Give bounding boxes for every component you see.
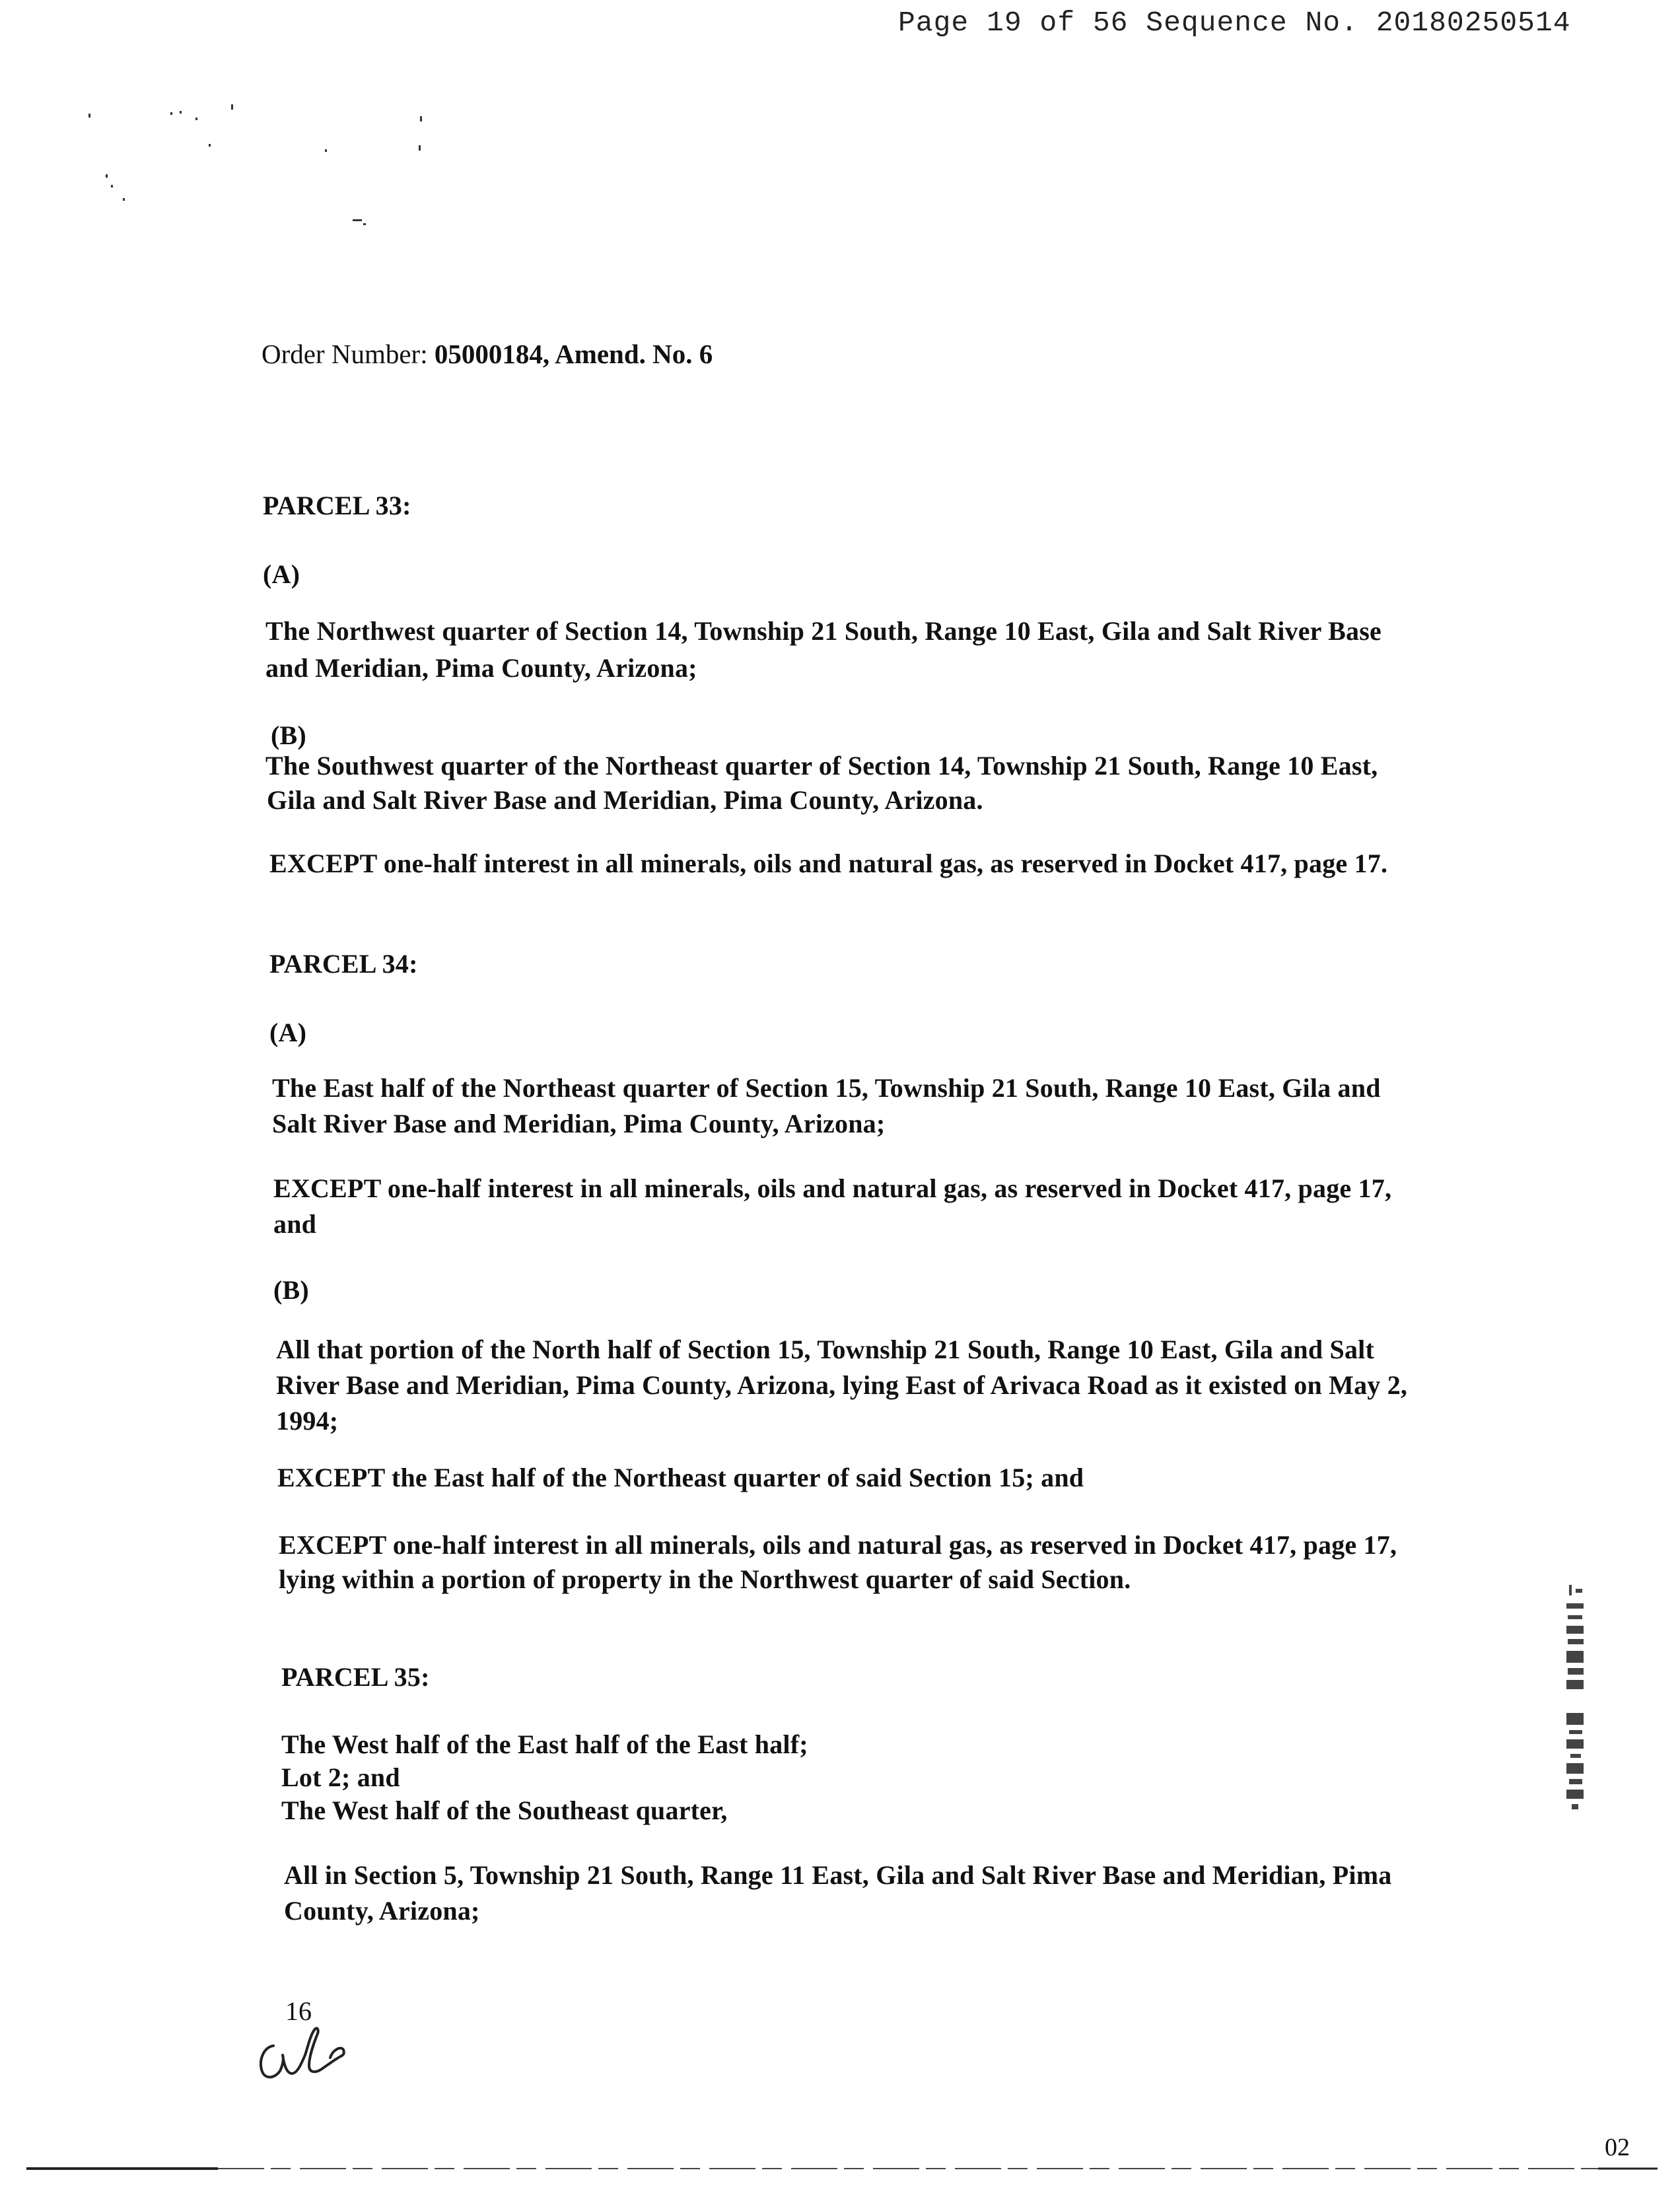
order-number-label: Order Number: [262,339,428,369]
parcel-34-except-1-line-2: and [273,1209,317,1239]
parcel-35-line-3: The West half of the Southeast quarter, [281,1795,728,1825]
parcel-34-heading: PARCEL 34: [269,949,418,979]
parcel-34-a-line-1: The East half of the Northeast quarter of Section 15, Township 21 South, Range 10 East, Gila and [272,1073,1381,1103]
parcel-35-heading: PARCEL 35: [281,1662,430,1692]
parcel-34-b-line-3: 1994; [276,1406,339,1436]
page-sequence-header: Page 19 of 56 Sequence No. 20180250514 [898,7,1571,39]
parcel-34-b-line-1: All that portion of the North half of Section 15, Township 21 South, Range 10 East, Gila and Salt [276,1335,1374,1364]
parcel-33-heading: PARCEL 33: [263,491,411,520]
parcel-34-except-2: EXCEPT the East half of the Northeast quarter of said Section 15; and [277,1463,1084,1492]
parcel-35-line-5: County, Arizona; [284,1896,480,1926]
scan-specks [0,0,462,238]
parcel-33-b-label: (B) [271,720,306,750]
parcel-33-a-line-2: and Meridian, Pima County, Arizona; [265,653,697,683]
parcel-34-except-1-line-1: EXCEPT one-half interest in all minerals, oils and natural gas, as reserved in Docket 417, page 17, [273,1173,1392,1203]
parcel-34-a-label: (A) [269,1018,307,1047]
recording-stamp [1558,1572,1598,1823]
parcel-34-except-3-line-1: EXCEPT one-half interest in all minerals, oils and natural gas, as reserved in Docket 417, page 17, [279,1530,1397,1560]
parcel-35-line-2: Lot 2; and [281,1762,400,1792]
handwritten-initials [251,2021,357,2093]
bottom-rule [0,2166,1680,2174]
parcel-34-b-line-2: River Base and Meridian, Pima County, Arizona, lying East of Arivaca Road as it existed on May 2, [276,1370,1408,1400]
parcel-34-except-3-line-2: lying within a portion of property in the Northwest quarter of said Section. [279,1564,1131,1594]
parcel-33-a-label: (A) [263,559,300,589]
parcel-34-a-line-2: Salt River Base and Meridian, Pima County, Arizona; [272,1109,886,1138]
parcel-33-except: EXCEPT one-half interest in all minerals, oils and natural gas, as reserved in Docket 417, page 17. [269,849,1388,878]
parcel-34-b-label: (B) [273,1275,309,1305]
parcel-33-a-line-1: The Northwest quarter of Section 14, Township 21 South, Range 10 East, Gila and Salt River Base [265,616,1382,646]
order-number [262,338,713,370]
parcel-33-b-line-1: The Southwest quarter of the Northeast quarter of Section 14, Township 21 South, Range 10 East, [265,751,1378,781]
parcel-35-line-4: All in Section 5, Township 21 South, Range 11 East, Gila and Salt River Base and Meridian, Pima [284,1860,1392,1890]
page-number: 16 [285,1996,312,2026]
parcel-33-b-line-2: Gila and Salt River Base and Meridian, Pima County, Arizona. [267,785,983,815]
corner-code: 02 [1605,2134,1630,2161]
parcel-35-line-1: The West half of the East half of the East half; [281,1729,808,1759]
order-number-value: 05000184, Amend. No. 6 [434,339,713,369]
